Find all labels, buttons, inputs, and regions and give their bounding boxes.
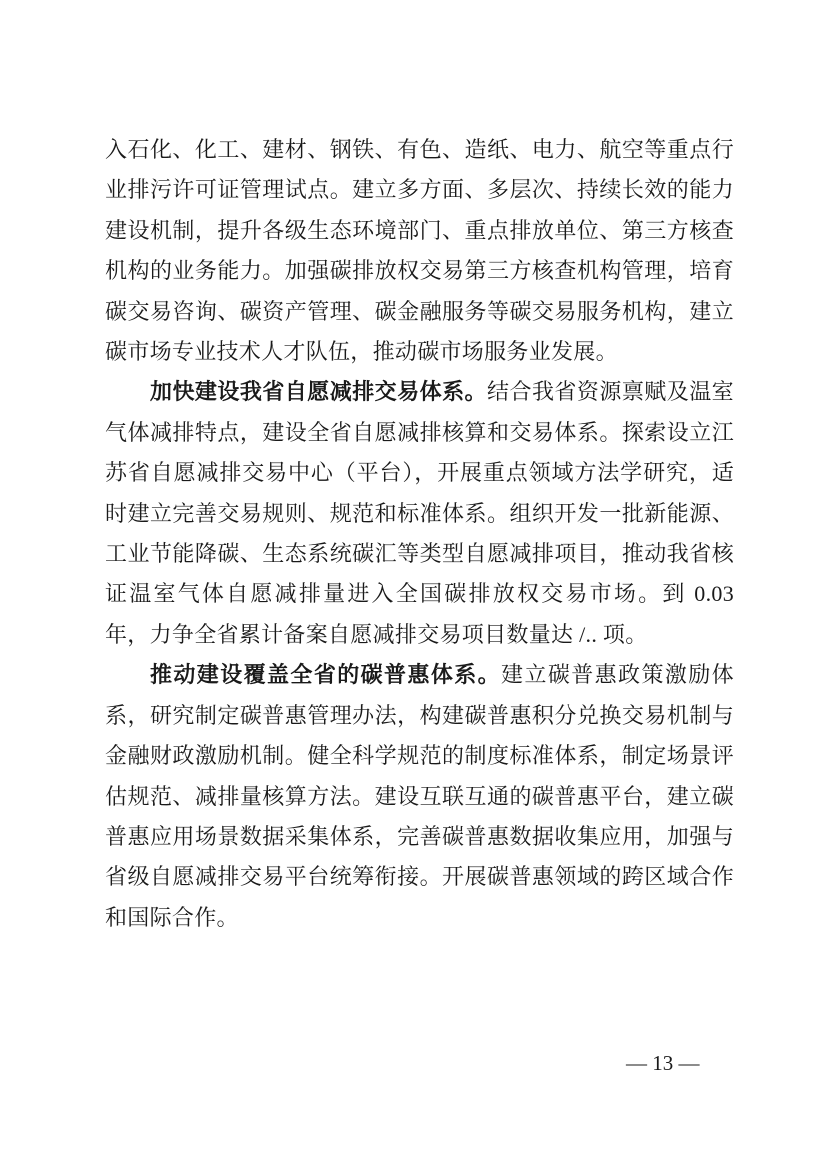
paragraph-continuation — [105, 130, 734, 372]
paragraph-lead: 推动建设覆盖全省的碳普惠体系。 — [150, 662, 502, 688]
page-number: — 13 — — [626, 1051, 700, 1075]
paragraph-text: 结合我省资源禀赋及温室气体减排特点，建设全省自愿减排核算和交易体系。探索设立江苏省自愿减排交易中心（平台），开展重点领域方法学研究，适时建立完善交易规则、规范和标准体系。组织开发一批新能源、工业节能降碳、生态系统碳汇等类型自愿减排项目，推动我省核证温室气体自愿减排量进入全国碳排放权交易市场。到 0.03 年，力争全省累计备案自愿减排交易项目数量达 /.. 项。 — [105, 379, 734, 647]
paragraph-voluntary-emission-reduction — [105, 372, 734, 655]
paragraph-text: 建立碳普惠政策激励体系，研究制定碳普惠管理办法，构建碳普惠积分兑换交易机制与金融财政激励机制。健全科学规范的制度标准体系，制定场景评估规范、减排量核算方法。建设互联互通的碳普惠平台，建立碳普惠应用场景数据采集体系，完善碳普惠数据收集应用，加强与省级自愿减排交易平台统筹衔接。开展碳普惠领域的跨区域合作和国际合作。 — [105, 662, 734, 930]
paragraph-text: 入石化、化工、建材、钢铁、有色、造纸、电力、航空等重点行业排污许可证管理试点。建立多方面、多层次、持续长效的能力建设机制，提升各级生态环境部门、重点排放单位、第三方核查机构的业务能力。加强碳排放权交易第三方核查机构管理，培育碳交易咨询、碳资产管理、碳金融服务等碳交易服务机构，建立碳市场专业技术人才队伍，推动碳市场服务业发展。 — [105, 137, 734, 365]
paragraph-lead: 加快建设我省自愿减排交易体系。 — [150, 379, 488, 405]
document-body — [105, 130, 734, 938]
paragraph-carbon-inclusion-system — [105, 655, 734, 938]
